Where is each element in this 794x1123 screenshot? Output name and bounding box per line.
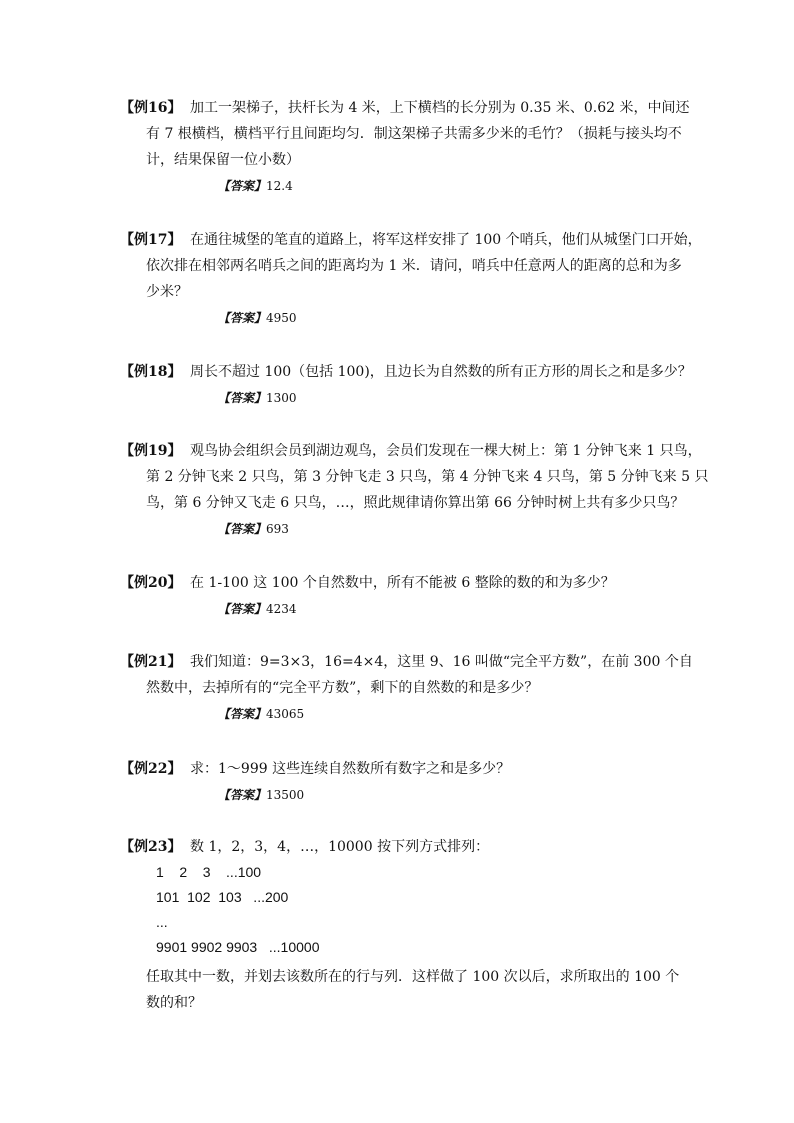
problem-21 xyxy=(120,649,693,725)
problem-23 xyxy=(120,834,680,1016)
problem-label: 【例23】 xyxy=(120,839,182,855)
answer xyxy=(218,598,680,620)
problem-text-line: 求：1～999 这些连续自然数所有数字之和是多少？ xyxy=(190,761,511,777)
answer-value: 4234 xyxy=(266,602,297,616)
answer-label: 【答案】 xyxy=(218,602,267,616)
problem-17 xyxy=(120,227,702,329)
number-grid-row: 101 102 103 ...200 xyxy=(156,889,289,905)
answer-value: 13500 xyxy=(266,788,305,802)
problem-label: 【例16】 xyxy=(120,100,182,116)
problem-20 xyxy=(120,570,680,620)
problem-16 xyxy=(120,95,690,197)
problem-text-line: 计，结果保留一位小数） xyxy=(146,152,300,168)
answer-label: 【答案】 xyxy=(218,788,267,802)
answer xyxy=(218,387,680,409)
problem-19 xyxy=(120,438,709,540)
problem-label: 【例21】 xyxy=(120,654,182,670)
answer-label: 【答案】 xyxy=(218,391,267,405)
problem-text-line: 在通往城堡的笔直的道路上，将军这样安排了 100 个哨兵，他们从城堡门口开始， xyxy=(190,232,702,248)
problem-18 xyxy=(120,359,692,409)
answer-value: 12.4 xyxy=(266,179,293,193)
answer-label: 【答案】 xyxy=(218,311,267,325)
answer-value: 43065 xyxy=(266,707,305,721)
problem-text-line: 第 2 分钟飞来 2 只鸟，第 3 分钟飞走 3 只鸟，第 4 分钟飞来 4 只鸟，第 5 分钟飞来 5 只 xyxy=(146,469,709,485)
answer xyxy=(218,703,680,725)
answer xyxy=(218,175,680,197)
problem-text-line: 周长不超过 100（包括 100)，且边长为自然数的所有正方形的周长之和是多少？ xyxy=(190,364,692,380)
problem-text-line: 观鸟协会组织会员到湖边观鸟，会员们发现在一棵大树上：第 1 分钟飞来 1 只鸟， xyxy=(190,443,702,459)
problem-label: 【例22】 xyxy=(120,761,182,777)
problem-text-line: 少米？ xyxy=(146,284,188,300)
problem-label: 【例17】 xyxy=(120,232,182,248)
answer-label: 【答案】 xyxy=(218,707,267,721)
answer-value: 693 xyxy=(266,522,289,536)
problem-text-line: 数 1，2，3，4，…，10000 按下列方式排列： xyxy=(190,839,490,855)
answer xyxy=(218,784,680,806)
problem-text-line: 我们知道：9=3×3，16=4×4，这里 9、16 叫做“完全平方数”，在前 300 个自 xyxy=(190,654,693,670)
problem-label: 【例19】 xyxy=(120,443,182,459)
number-grid-row: 1 2 3 ...100 xyxy=(156,864,262,880)
problem-text-line: 鸟，第 6 分钟又飞走 6 只鸟，…，照此规律请你算出第 66 分钟时树上共有多少只鸟？ xyxy=(146,495,685,511)
problem-text-line: 有 7 根横档，横档平行且间距均匀．制这架梯子共需多少米的毛竹？（损耗与接头均不 xyxy=(146,126,682,142)
problem-text-line: 数的和？ xyxy=(146,995,202,1011)
problem-label: 【例20】 xyxy=(120,575,182,591)
problem-22 xyxy=(120,756,680,806)
problem-label: 【例18】 xyxy=(120,364,182,380)
number-grid-row: 9901 9902 9903 ...10000 xyxy=(156,939,320,955)
problem-text-line: 然数中，去掉所有的“完全平方数”，剩下的自然数的和是多少？ xyxy=(146,680,539,696)
answer-value: 1300 xyxy=(266,391,297,405)
problem-text-line: 依次排在相邻两名哨兵之间的距离均为 1 米．请问，哨兵中任意两人的距离的总和为多 xyxy=(146,258,682,274)
problem-text-line: 加工一架梯子，扶杆长为 4 米，上下横档的长分别为 0.35 米、0.62 米，中间还 xyxy=(190,100,690,116)
answer xyxy=(218,307,680,329)
answer-label: 【答案】 xyxy=(218,522,267,536)
problem-text-line: 在 1-100 这 100 个自然数中，所有不能被 6 整除的数的和为多少？ xyxy=(190,575,615,591)
answer-value: 4950 xyxy=(266,311,297,325)
answer-label: 【答案】 xyxy=(218,179,267,193)
answer xyxy=(218,518,680,540)
problem-text-line: 任取其中一数，并划去该数所在的行与列．这样做了 100 次以后，求所取出的 100 个 xyxy=(146,969,680,985)
number-grid-row: ... xyxy=(156,914,168,930)
